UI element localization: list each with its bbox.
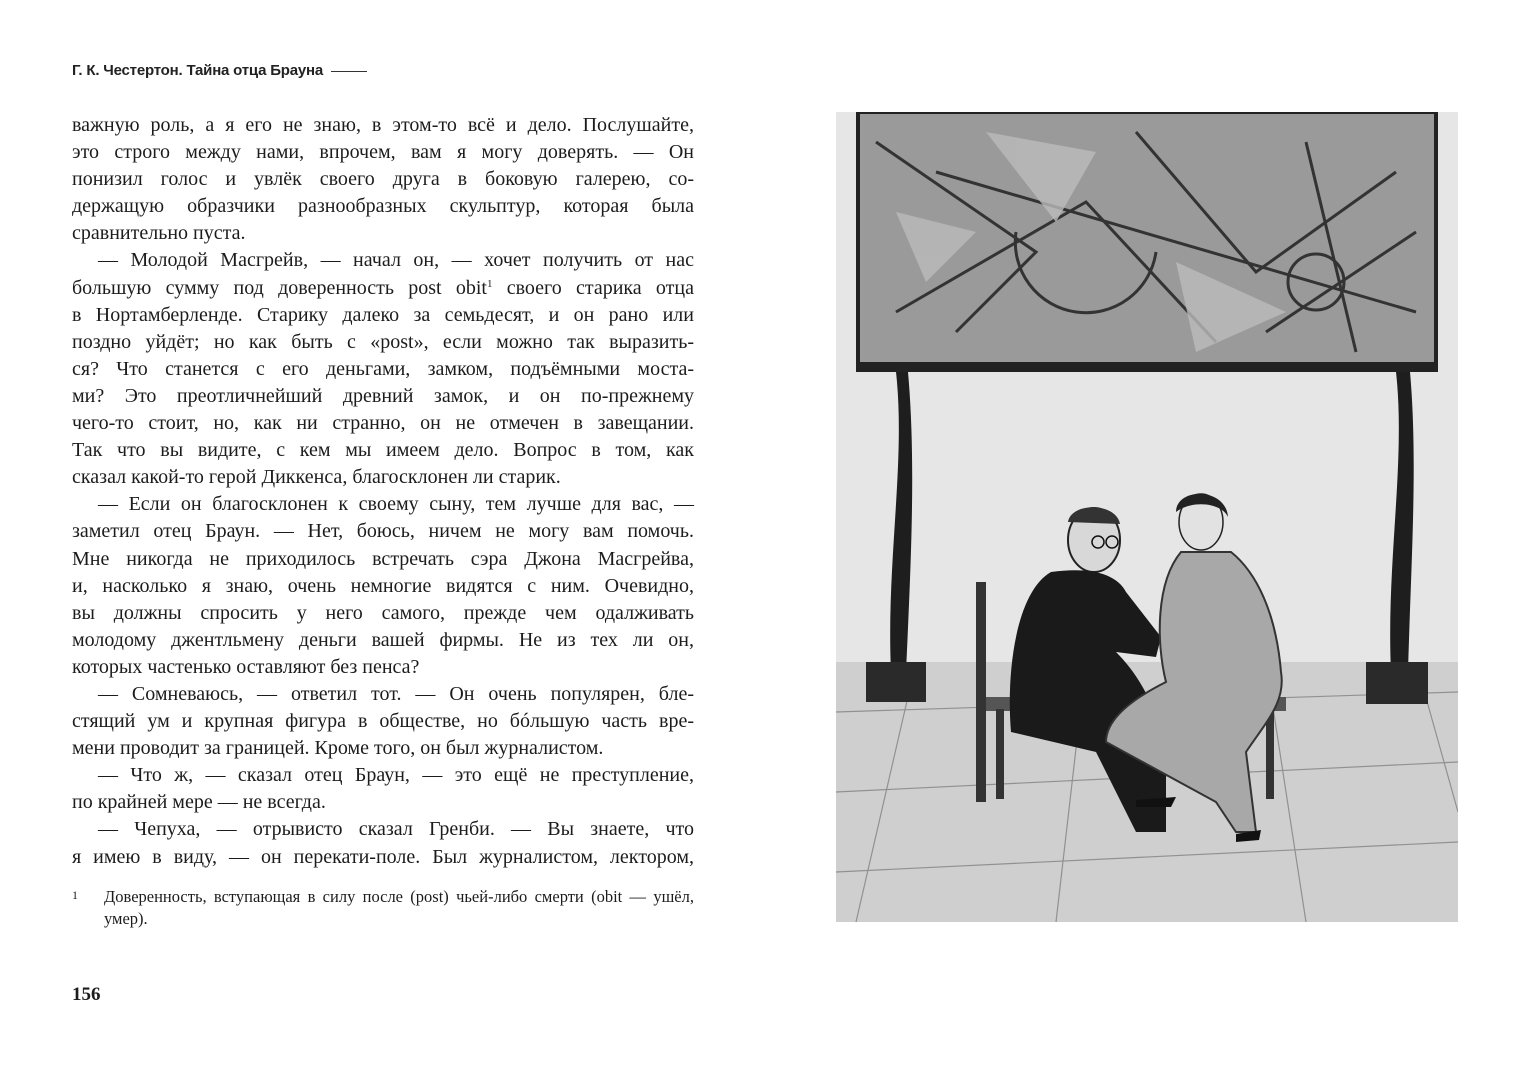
text-line: Так что вы видите, с кем мы имеем дело. Вопрос в том, как [72,439,694,462]
text-line: вы должны спросить у него самого, прежде чем одалживать [72,601,694,624]
text-line: ми? Это преотличнейший древний замок, и он по-прежнему [72,384,694,407]
text-line: поздно уйдёт; но как быть с «post», если можно так выразить- [72,330,694,353]
text-line: — Сомневаюсь, — ответил тот. — Он очень популярен, бле- [98,682,694,705]
text-line: молодому джентльмену деньги вашей фирмы. Не из тех ли он, [72,628,694,651]
text-line: Мне никогда не приходилось встречать сэра Джона Масгрейва, [72,547,694,570]
text-line: чего-то стоит, но, как ни странно, он не отмечен в завещании. [72,412,694,435]
footnote-ref: 1 [486,277,493,290]
text-line: стящий ум и крупная фигура в обществе, но бóльшую часть вре- [72,710,694,733]
chair-back [976,582,986,802]
text-line: важную роль, а я его не знаю, в этом-то всё и дело. Послушайте, [72,114,694,136]
text-line: сказал какой-то герой Диккенса, благосклонен ли старик. [72,466,561,489]
page-number: 156 [72,984,101,1005]
text-line: большую сумму под доверенность post obit$^1$ своего старика отца [72,276,694,299]
text-line: ся? Что станется с его деньгами, замком, подъёмными моста- [72,357,694,380]
text-line: это строго между нами, впрочем, вам я могу доверять. — Он [72,141,694,164]
illustration [836,112,1458,922]
footnote-mark: 1 [72,888,78,902]
running-head-rule [331,71,367,72]
text-line: мени проводит за границей. Кроме того, он был журналистом. [72,737,604,760]
text-line: держащую образчики разнообразных скульптур, которая была [72,195,694,218]
text-line: и, насколько я знаю, очень немногие видятся с ним. Очевидно, [72,574,694,597]
text-line: — Если он благосклонен к своему сыну, тем лучше для вас, — [98,493,694,516]
text-line: понизил голос и увлёк своего друга в боковую галерею, со- [72,168,694,191]
text-line: — Молодой Масгрейв, — начал он, — хочет получить от нас [98,249,694,272]
body-text [72,112,694,871]
text-line: по крайней мере — не всегда. [72,791,326,814]
text-line: — Что ж, — сказал отец Браун, — это ещё не преступление, [98,764,694,787]
footnote [72,886,694,930]
running-head-text: Г. К. Честертон. Тайна отца Брауна [72,62,324,79]
text-line: заметил отец Браун. — Нет, боюсь, ничем не могу вам помочь. [72,520,694,543]
text-line: — Чепуха, — отрывисто сказал Гренби. — Вы знаете, что [98,818,694,841]
text-line: которых частенько оставляют без пенса? [72,655,420,678]
stand-beam [858,362,1436,372]
text-line: в Нортамберленде. Старику далеко за семьдесят, и он рано или [72,303,694,326]
text-line: сравнительно пуста. [72,222,246,245]
footnote-text: Доверенность, вступающая в силу после (post) чьей-либо смерти (obit — ушёл, умер). [104,887,694,928]
text-line: я имею в виду, — он перекати-поле. Был журналистом, лектором, [72,845,694,868]
running-head [72,62,367,79]
